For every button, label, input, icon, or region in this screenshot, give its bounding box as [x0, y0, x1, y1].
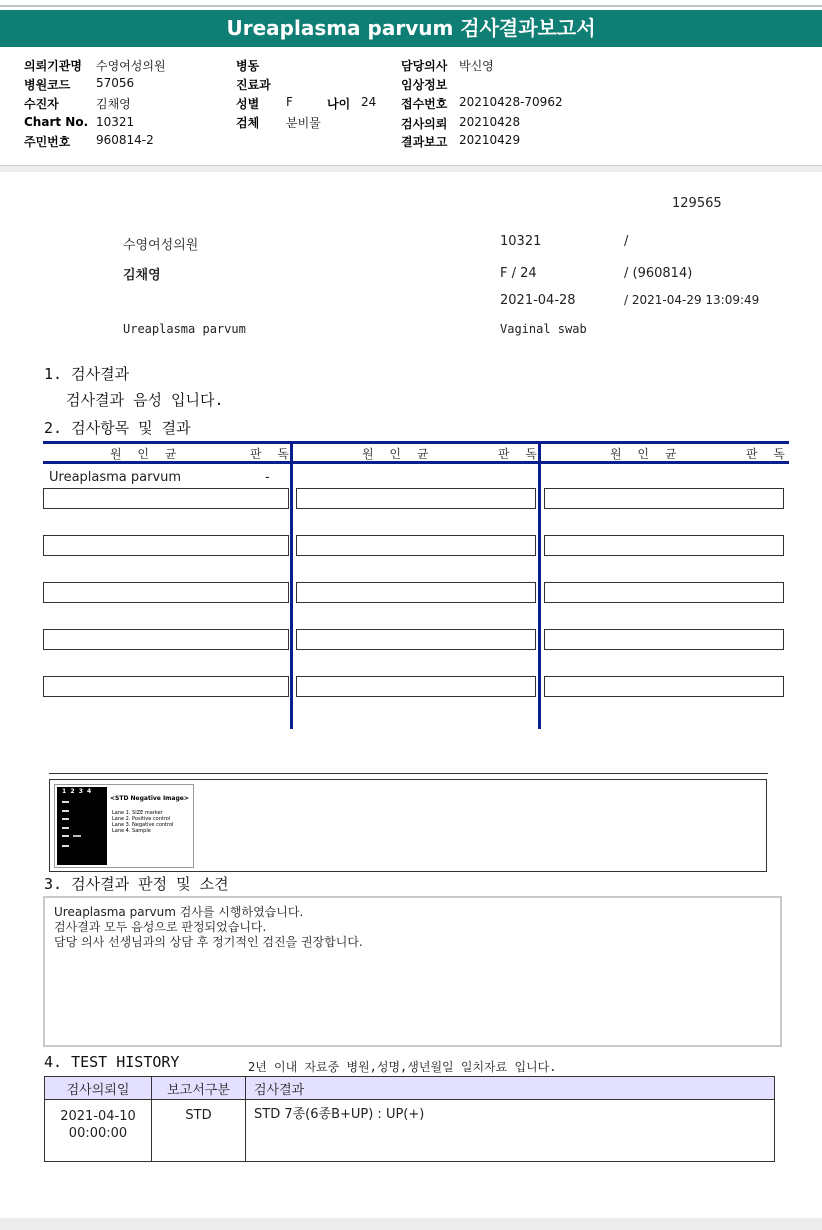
result-slot: [43, 582, 289, 603]
sex-value: F: [286, 95, 293, 109]
result-slot: [296, 488, 536, 509]
history-header-row: [45, 1077, 775, 1100]
item-result: -: [265, 470, 270, 485]
opinion-box: [43, 896, 782, 1047]
history-header-date: 검사의뢰일: [45, 1077, 152, 1100]
overall-result-text: 검사결과 음성 입니다.: [66, 391, 224, 409]
col3-result-header: 판 독: [746, 447, 791, 461]
grid-top-rule: [43, 441, 789, 444]
pb-chart: 10321: [500, 234, 542, 249]
history-note: 2년 이내 자료중 병원,성명,생년월일 일치자료 입니다.: [248, 1060, 557, 1074]
receipt-label: 접수번호: [401, 97, 448, 111]
patient-value: 김채영: [96, 97, 131, 111]
result-slot: [544, 582, 784, 603]
pb-specimen: Vaginal swab: [500, 322, 587, 336]
result-slot: [43, 488, 289, 509]
institution-value: 수영여성의원: [96, 59, 166, 73]
doctor-label: 담당의사: [401, 59, 448, 73]
receipt-value: 20210428-70962: [459, 95, 563, 109]
gel-image-panel: [49, 779, 767, 872]
pb-test-name: Ureaplasma parvum: [123, 322, 246, 336]
clinical-label: 임상정보: [401, 78, 448, 92]
history-type: STD: [152, 1100, 246, 1162]
opinion-text: [54, 905, 363, 950]
specimen-value: 분비물: [286, 116, 321, 130]
footer-bar: [0, 1218, 822, 1230]
history-result: STD 7종(6종B+UP) : UP(+): [246, 1100, 775, 1162]
ward-label: 병동: [236, 59, 260, 73]
result-slot: [43, 676, 289, 697]
pb-report-datetime: / 2021-04-29 13:09:49: [624, 293, 760, 307]
section3-title: 3. 검사결과 판정 및 소견: [44, 875, 229, 893]
opinion-line: 담당 의사 선생님과의 상담 후 정기적인 검진을 권장합니다.: [54, 935, 363, 949]
item-name: Ureaplasma parvum: [49, 470, 182, 485]
doctor-value: 박신영: [459, 59, 494, 73]
result-slot: [296, 582, 536, 603]
pb-institution: 수영여성의원: [123, 238, 199, 253]
hospital-code-label: 병원코드: [24, 78, 71, 92]
section2-title: 2. 검사항목 및 결과: [44, 419, 191, 437]
report-value: 20210429: [459, 133, 521, 147]
request-value: 20210428: [459, 115, 521, 129]
gel-legend-item: Lane 2. Positive control: [112, 816, 171, 822]
chart-label: Chart No.: [24, 115, 89, 129]
col1-result-header: 판 독: [250, 447, 295, 461]
result-slot: [296, 629, 536, 650]
gel-image-title: <STD Negative Image>: [110, 795, 189, 802]
col3-pathogen-header: 원 인 균: [610, 447, 683, 461]
pb-birth: / (960814): [624, 266, 693, 281]
opinion-line: Ureaplasma parvum 검사를 시행하였습니다.: [54, 905, 304, 919]
report-label: 결과보고: [401, 135, 448, 149]
report-title: Ureaplasma parvum 검사결과보고서: [0, 10, 822, 47]
col2-pathogen-header: 원 인 균: [362, 447, 435, 461]
table-row: [45, 1100, 775, 1162]
top-rule: [0, 5, 822, 7]
specimen-label: 검체: [236, 116, 260, 130]
dept-label: 진료과: [236, 78, 271, 92]
history-header-result: 검사결과: [246, 1077, 775, 1100]
history-time: 00:00:00: [68, 1126, 128, 1141]
pb-sex-age: F / 24: [500, 266, 537, 281]
gel-legend: [112, 810, 173, 834]
institution-label: 의뢰기관명: [24, 59, 82, 73]
request-label: 검사의뢰: [401, 117, 448, 131]
result-slot: [43, 629, 289, 650]
result-slot: [544, 535, 784, 556]
image-rule: [49, 773, 768, 774]
chart-value: 10321: [96, 115, 135, 129]
result-slot: [296, 535, 536, 556]
age-value: 24: [361, 95, 377, 109]
pb-slash: /: [624, 234, 629, 249]
col2-result-header: 판 독: [498, 447, 543, 461]
age-label: 나이: [327, 97, 351, 111]
history-table: [44, 1076, 775, 1162]
pb-request-date: 2021-04-28: [500, 293, 576, 308]
result-slot: [544, 488, 784, 509]
sex-label: 성별: [236, 97, 260, 111]
gel-lane-numbers: 1 2 3 4: [62, 788, 92, 795]
gel-legend-item: Lane 3. Negative control: [112, 822, 174, 828]
header-info: [0, 47, 822, 167]
header-separator: [0, 165, 822, 172]
resident-label: 주민번호: [24, 135, 71, 149]
opinion-line: 검사결과 모두 음성으로 판정되었습니다.: [54, 920, 267, 934]
result-slot: [544, 676, 784, 697]
gel-legend-item: Lane 4. Sample: [112, 828, 151, 834]
history-date-cell: [45, 1100, 152, 1162]
grid-divider-1: [290, 441, 293, 729]
result-slot: [544, 629, 784, 650]
section4-title: 4. TEST HISTORY: [44, 1053, 180, 1071]
gel-legend-item: Lane 1. SIZE marker: [112, 810, 163, 816]
patient-label: 수진자: [24, 97, 59, 111]
gel-image-card: [54, 784, 194, 868]
gel-photo: [57, 787, 107, 865]
col1-pathogen-header: 원 인 균: [110, 447, 183, 461]
result-slot: [296, 676, 536, 697]
grid-divider-2: [538, 441, 541, 729]
pb-name: 김채영: [123, 268, 161, 283]
section1-title: 1. 검사결과: [44, 365, 130, 383]
history-header-type: 보고서구분: [152, 1077, 246, 1100]
resident-value: 960814-2: [96, 133, 154, 147]
history-date: 2021-04-10: [60, 1109, 136, 1124]
report-id-number: 129565: [672, 196, 722, 211]
hospital-code-value: 57056: [96, 76, 135, 90]
result-slot: [43, 535, 289, 556]
